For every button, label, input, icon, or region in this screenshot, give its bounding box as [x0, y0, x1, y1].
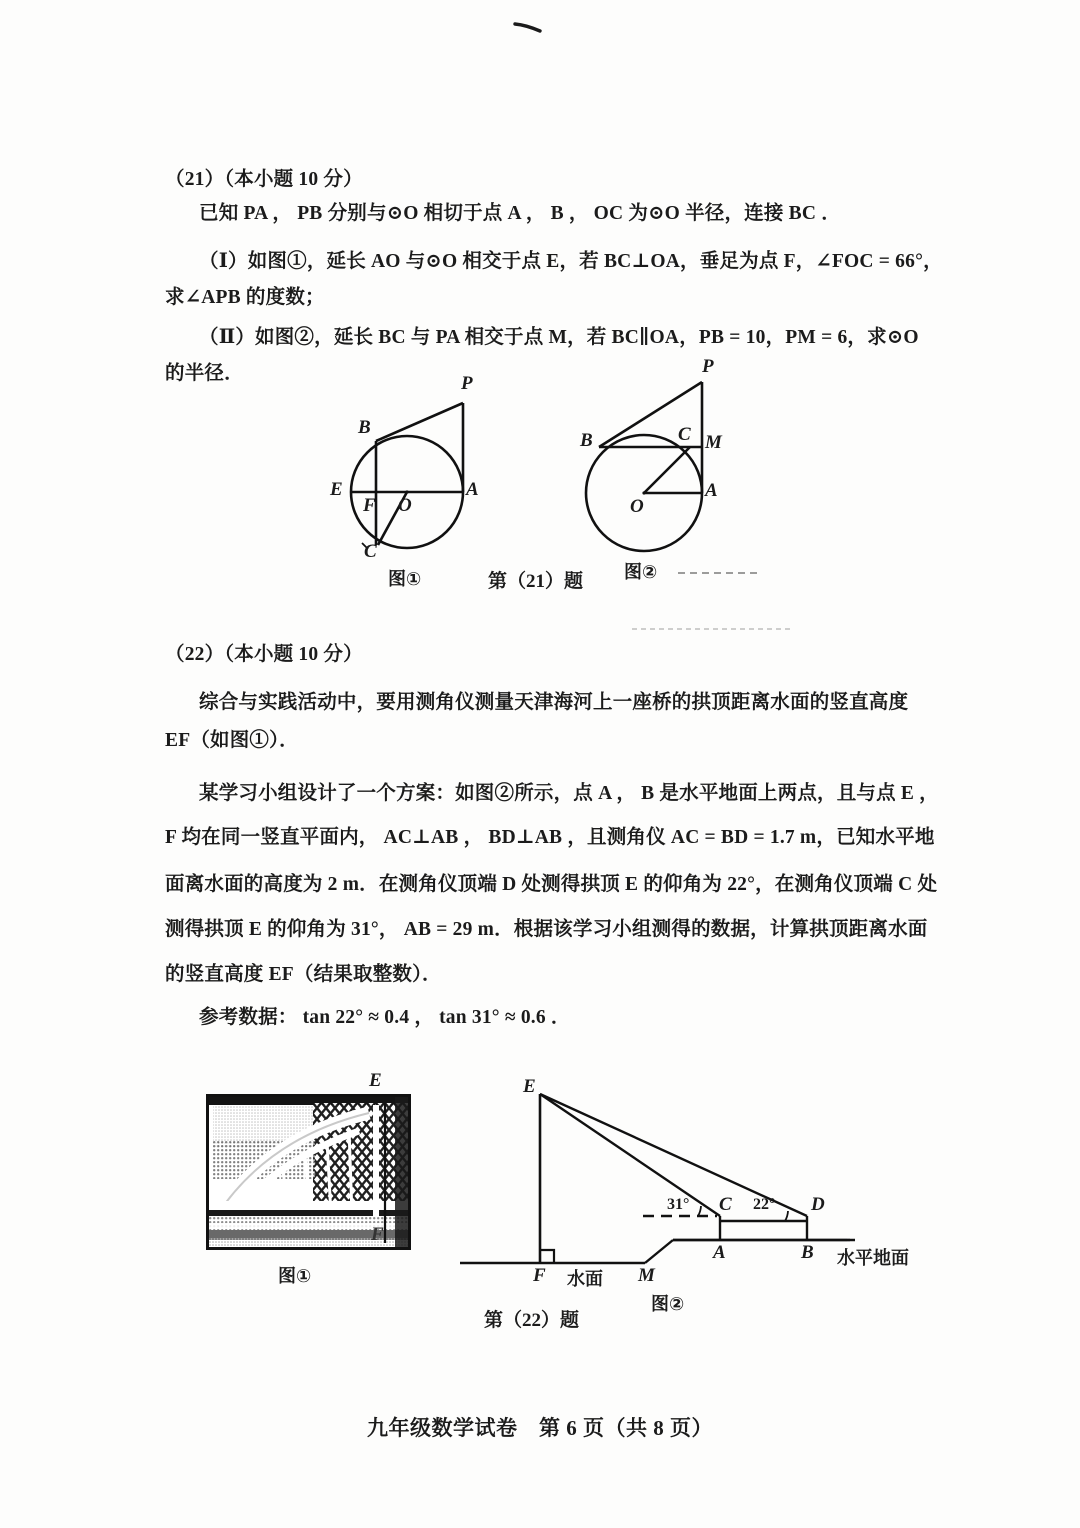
fig21b-label-C: C: [678, 424, 691, 445]
problem-22-line-2: 某学习小组设计了一个方案：如图②所示，点 A ， B 是水平地面上两点，且与点 E ，: [199, 783, 939, 804]
scan-artifact-top: [514, 22, 542, 32]
fig22b-angle-31: 31°: [667, 1196, 690, 1213]
problem-21-header: （21）（本小题 10 分）: [165, 169, 363, 190]
fig22b-label-M: M: [638, 1265, 655, 1286]
problem-21-line-0: 已知 PA ， PB 分别与⊙O 相切于点 A ， B ， OC 为⊙O 半径，连接 BC ．: [199, 203, 841, 224]
fig22b-label-B: B: [801, 1242, 814, 1263]
problem-22-line-3: F 均在同一竖直平面内， AC⊥AB ， BD⊥AB ，且测角仪 AC = BD = 1.7 m，已知水平地: [165, 827, 935, 848]
problem-22-line-0: 综合与实践活动中，要用测角仪测量天津海河上一座桥的拱顶距离水面的竖直高度: [199, 692, 909, 713]
problem-22-header: （22）（本小题 10 分）: [165, 644, 363, 665]
fig22b-label-C: C: [719, 1194, 732, 1215]
fig21b-label-O: O: [630, 496, 644, 517]
fig21b-label-B: B: [580, 430, 593, 451]
problem-22-figure-1: [206, 1070, 416, 1294]
fig22b-caption: 图②: [651, 1294, 685, 1314]
fig22b-water-label: 水面: [567, 1269, 603, 1289]
fig22b-label-A: A: [713, 1242, 726, 1263]
fig21a-label-B: B: [358, 417, 371, 438]
problem-21-line-4: 的半径．: [165, 363, 244, 384]
problem-22-line-6: 的竖直高度 EF（结果取整数）．: [165, 964, 442, 985]
scan-artifact-dash-1: [678, 572, 758, 574]
problem-22-line-5: 测得拱顶 E 的仰角为 31°， AB = 29 m．根据该学习小组测得的数据，计算拱顶距离水面: [165, 919, 928, 940]
problem-21-figure-2: [578, 356, 778, 582]
fig22b-label-E: E: [523, 1076, 536, 1097]
fig22b-angle-22: 22°: [753, 1196, 776, 1213]
page-footer: 九年级数学试卷 第 6 页（共 8 页）: [367, 1416, 713, 1440]
fig22a-label-E: E: [369, 1070, 382, 1091]
problem-22-caption: 第（22）题: [484, 1310, 580, 1331]
fig21a-label-F: F: [363, 495, 376, 516]
scan-artifact-dash-2: [632, 628, 790, 630]
fig21b-caption: 图②: [624, 562, 658, 582]
fig22b-label-D: D: [811, 1194, 825, 1215]
problem-21-figure-1: [330, 373, 530, 589]
problem-21-line-2: 求∠APB 的度数；: [165, 287, 325, 308]
problem-21-line-1: （Ⅰ）如图①，延长 AO 与⊙O 相交于点 E，若 BC⊥OA，垂足为点 F，∠FOC = 66°，: [199, 251, 943, 272]
fig21a-label-A: A: [466, 479, 479, 500]
fig22b-label-F: F: [533, 1265, 546, 1286]
problem-22-line-4: 面离水面的高度为 2 m．在测角仪顶端 D 处测得拱顶 E 的仰角为 22°，在测角仪顶端 C 处: [165, 874, 938, 895]
problem-22-line-7: 参考数据： tan 22° ≈ 0.4 ， tan 31° ≈ 0.6 ．: [199, 1007, 571, 1028]
fig21a-label-C: C: [364, 541, 377, 562]
fig21b-label-A: A: [705, 480, 718, 501]
problem-21-line-3: （Ⅱ）如图②，延长 BC 与 PA 相交于点 M，若 BC∥OA，PB = 10，PM = 6，求⊙O: [199, 327, 919, 348]
problem-22-line-1: EF（如图①）．: [165, 730, 299, 751]
fig21a-caption: 图①: [388, 569, 422, 589]
fig22b-ground-label: 水平地面: [837, 1248, 909, 1268]
fig21a-label-E: E: [330, 479, 343, 500]
fig22a-label-F: F: [371, 1224, 384, 1245]
problem-21-caption: 第（21）题: [488, 571, 584, 592]
problem-22-figure-2: [455, 1072, 925, 1314]
fig21b-label-M: M: [705, 432, 722, 453]
fig21b-label-P: P: [702, 356, 714, 377]
fig21a-label-O: O: [398, 495, 412, 516]
fig22a-caption: 图①: [278, 1266, 312, 1286]
fig21a-label-P: P: [461, 373, 473, 394]
